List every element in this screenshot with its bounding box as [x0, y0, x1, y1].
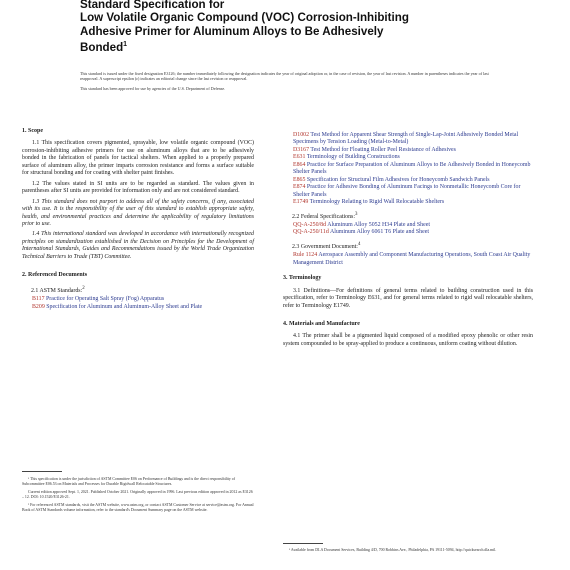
para-1-1: 1.1 This specification covers pigmented, sprayable, low volatile organic compound (VOC) corrosion-inhibiting adhesive primers for use on aluminum alloys that are to be adhesively bonded in the fabrication of panels for tactical shelters. When applied to a properly prepared surface of aluminum alloy, the primer imparts corrosion resistance and forms a surface suitable for structural bonding and for coating with shelter paint finishes. [22, 140, 254, 177]
government-document-label [292, 241, 533, 251]
right-column [283, 132, 533, 351]
title-line-2: Low Volatile Organic Compound (VOC) Corrosion-Inhibiting [80, 11, 409, 25]
document-title [80, 0, 520, 54]
right-footnotes [283, 548, 533, 553]
ref-title[interactable]: Test Method for Apparent Shear Strength of Single-Lap-Joint Adhesively Bonded Metal Specimens by Tension Loading (Metal-to-Metal) [293, 132, 519, 146]
ref-item[interactable] [293, 229, 533, 236]
title-line-4 [80, 38, 520, 54]
footnote-divider-right [283, 543, 323, 544]
footnote-divider [22, 471, 62, 472]
federal-footnote-mark: 3 [354, 211, 358, 217]
ref-code[interactable]: E1749 [293, 199, 309, 206]
title-footnote-mark: 1 [123, 41, 128, 49]
ref-title[interactable]: Test Method for Floating Roller Peel Resistance of Adhesives [310, 146, 456, 153]
ref-item[interactable] [293, 162, 533, 177]
footnote-1-edition: Current edition approved Sept. 1, 2021. Published October 2021. Originally approved in 1996. Last previous edition approved in 2012 as E3126 – 12. DOI: 10.1520/E3126-21. [22, 490, 253, 499]
footnote-2: ² For referenced ASTM standards, visit the ASTM website, www.astm.org, or contact ASTM Customer Service at service@astm.org. For Annual Book of ASTM Standards volume information, refer to the standard's Document Summary page on the ASTM website. [22, 503, 254, 512]
ref-code[interactable]: B117 [32, 296, 45, 303]
section-referenced-documents-heading: 2. Referenced Documents [22, 272, 88, 279]
ref-code[interactable]: E864 [293, 161, 306, 168]
ref-item[interactable] [293, 184, 533, 199]
ref-item[interactable] [293, 132, 533, 147]
government-document-text: 2.3 Government Document: [292, 243, 358, 250]
para-1-4: 1.4 This international standard was developed in accordance with internationally recognized principles on standardization established in the Decision on Principles for the Development of International Standards, Guides and Recommendations issued by the World Trade Organization Technical Barriers to Trade (TBT) Committee. [22, 231, 254, 260]
preface-notes [80, 71, 500, 91]
ref-code[interactable]: QQ-A-250/11d [293, 229, 329, 236]
astm-footnote-mark: 2 [82, 285, 85, 291]
ref-item[interactable] [293, 222, 533, 229]
title-line-3: Adhesive Primer for Aluminum Alloys to Be Adhesively [80, 24, 384, 38]
para-1-3: 1.3 This standard does not purport to address all of the safety concerns, if any, associated with its use. It is the responsibility of the user of this standard to establish appropriate safety, health, and environmental practices and determine the applicability of regulatory limitations prior to use. [22, 198, 254, 227]
section-scope-heading: 1. Scope [22, 128, 43, 134]
ref-title[interactable]: Specification for Structural Film Adhesives for Honeycomb Sandwich Panels [306, 176, 490, 183]
left-footnotes [22, 477, 254, 516]
ref-code[interactable]: Rule 1124 [293, 252, 318, 259]
section-materials-heading: 4. Materials and Manufacture [283, 321, 360, 327]
title-line-1: Standard Specification for [80, 0, 225, 11]
para-3-1: 3.1 Definitions—For definitions of general terms related to building construction used in this specification, refer to Terminology E631, and for general terms related to rigid wall relocatable shelters, refer to Terminology E1749. [283, 287, 533, 309]
ref-item[interactable] [32, 304, 254, 311]
ref-title[interactable]: Aluminum Alloy 5052 H34 Plate and Sheet [327, 221, 430, 228]
para-1-2: 1.2 The values stated in SI units are to be regarded as standard. The values given in parentheses after SI units are provided for information only and are not considered standard. [22, 180, 254, 195]
government-footnote-mark: 4 [357, 241, 361, 247]
astm-standards-text: 2.1 ASTM Standards: [31, 287, 83, 294]
preface-dod-note: This standard has been approved for use by agencies of the U.S. Department of Defense. [80, 85, 226, 91]
ref-title[interactable]: Practice for Operating Salt Spray (Fog) Apparatus [46, 296, 165, 303]
ref-code[interactable]: QQ-A-250/8d [293, 221, 327, 228]
footnote-3: ³ Available from DLA Document Services, Building 4/D, 700 Robbins Ave., Philadelphia, PA 19111-5094, http://quicksearch.dla.mil. [289, 548, 497, 552]
ref-code[interactable]: D1002 [293, 132, 310, 138]
ref-code[interactable]: D3167 [293, 146, 310, 153]
federal-specifications-label [292, 211, 533, 221]
ref-code[interactable]: E874 [293, 184, 306, 191]
ref-code[interactable]: B209 [32, 303, 45, 310]
astm-standards-label [31, 285, 254, 295]
ref-title[interactable]: Terminology of Building Constructions [306, 154, 400, 161]
ref-code[interactable]: E865 [293, 176, 306, 183]
federal-specifications-text: 2.2 Federal Specifications: [292, 213, 355, 220]
ref-title[interactable]: Practice for Adhesive Bonding of Aluminum Facings to Nonmetallic Honeycomb Core for Shelter Panels [293, 184, 521, 198]
ref-item[interactable] [293, 252, 533, 267]
section-terminology-heading: 3. Terminology [283, 275, 322, 282]
footnote-1: ¹ This specification is under the jurisdiction of ASTM Committee E06 on Performance of Buildings and is the direct responsibility of Subcommittee E06.53 on Materials and Processes for Durable Rigidwall Relocatable Structures. [22, 477, 236, 486]
ref-title[interactable]: Aerospace Assembly and Component Manufacturing Operations, South Coast Air Quality Management District [293, 252, 531, 266]
ref-item[interactable] [293, 154, 533, 161]
ref-title[interactable]: Practice for Surface Preparation of Aluminum Alloys to Be Adhesively Bonded in Honeycomb Shelter Panels [293, 161, 531, 176]
ref-title[interactable]: Aluminum Alloy 6061 T6 Plate and Sheet [329, 229, 429, 236]
ref-code[interactable]: E631 [293, 154, 306, 161]
para-4-1: 4.1 The primer shall be a pigmented liquid composed of a modified epoxy phenolic or other resin system compounded to be spray-applied to produce a continuous, uniform coating without dilution. [283, 333, 533, 347]
ref-title[interactable]: Terminology Relating to Rigid Wall Relocatable Shelters [309, 199, 445, 206]
ref-item[interactable] [293, 199, 533, 206]
left-column [22, 128, 254, 311]
ref-item[interactable] [32, 296, 254, 303]
ref-title[interactable]: Specification for Aluminum and Aluminum-Alloy Sheet and Plate [46, 303, 203, 310]
title-line-4-text: Bonded [80, 41, 124, 55]
preface-designation-note: This standard is issued under the fixed designation E3126; the number immediately following the designation indicates the year of original adoption or, in the case of revision, the year of last revision. A number in parentheses indicates the year of last reapproval. A superscript epsilon (ε) indicates an editorial change since the last revision or reapproval. [80, 71, 489, 82]
